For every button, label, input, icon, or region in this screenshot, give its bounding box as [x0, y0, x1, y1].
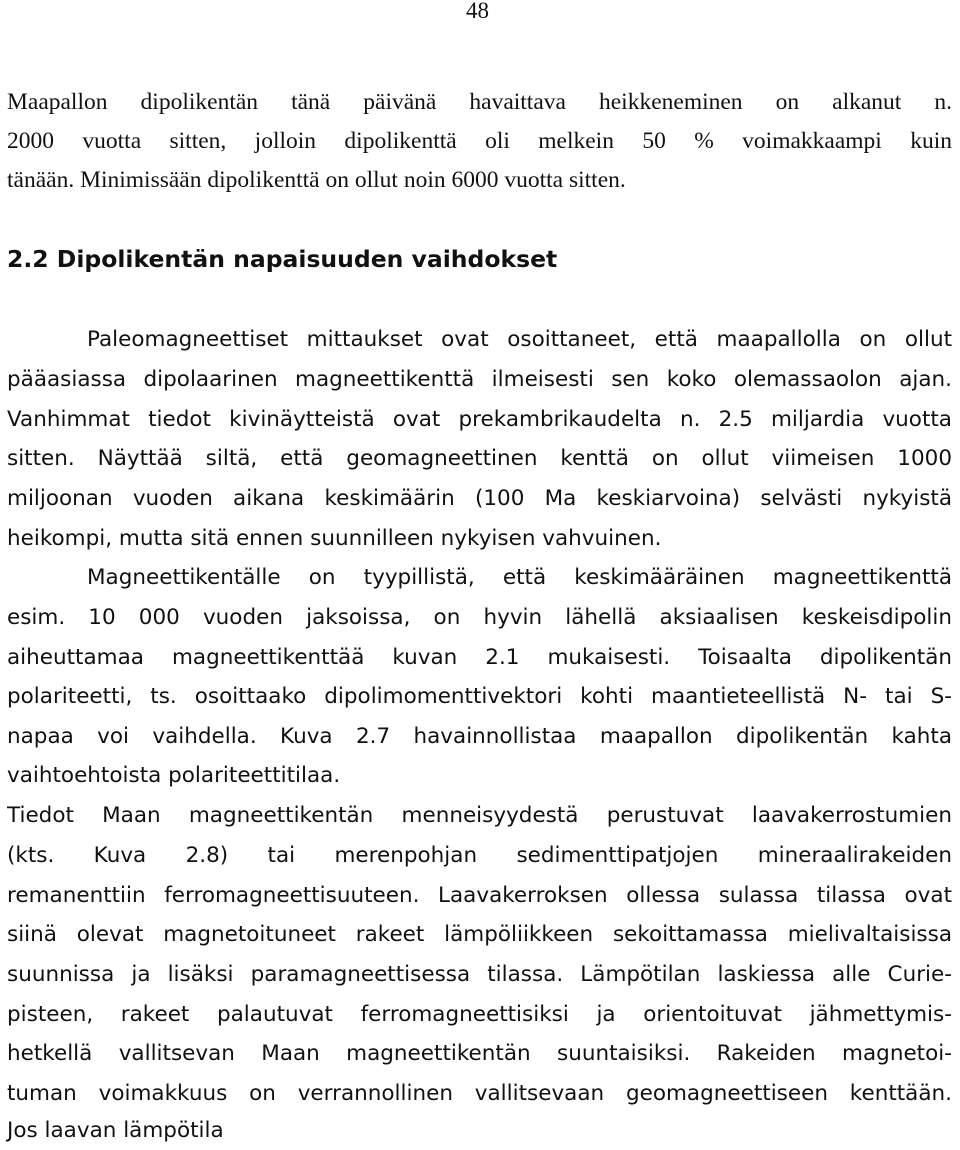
text-line: remanenttiin ferromagneettisuuteen. Laavakerroksen ollessa sulassa tilassa ovat — [7, 883, 952, 908]
text-line: Maapallon dipolikentän tänä päivänä havaittava heikkeneminen on alkanut n. — [7, 89, 952, 115]
text-line: Magneettikentälle on tyypillistä, että keskimääräinen magneettikenttä — [87, 565, 952, 590]
text-line: vaihtoehtoista polariteettitilaa. — [7, 763, 341, 788]
text-line: pisteen, rakeet palautuvat ferromagneettisiksi ja orientoituvat jähmettymis- — [7, 1002, 952, 1027]
text-line: esim. 10 000 vuoden jaksoissa, on hyvin lähellä aksiaalisen keskeisdipolin — [7, 605, 952, 630]
text-line: sitten. Näyttää siltä, että geomagneettinen kenttä on ollut viimeisen 1000 — [7, 446, 952, 471]
text-line: Paleomagneettiset mittaukset ovat osoittaneet, että maapallolla on ollut — [87, 327, 952, 352]
text-line: Tiedot Maan magneettikentän menneisyydestä perustuvat laavakerrostumien — [7, 803, 952, 828]
text-line: heikompi, mutta sitä ennen suunnilleen nykyisen vahvuinen. — [7, 526, 662, 551]
section-heading: 2.2 Dipolikentän napaisuuden vaihdokset — [7, 245, 558, 273]
text-line: (kts. Kuva 2.8) tai merenpohjan sedimenttipatjojen mineraalirakeiden — [7, 843, 952, 868]
text-line: 2000 vuotta sitten, jolloin dipolikenttä oli melkein 50 % voimakkaampi kuin — [7, 128, 952, 154]
text-line: miljoonan vuoden aikana keskimäärin (100 Ma keskiarvoina) selvästi nykyistä — [7, 486, 952, 511]
text-line: polariteetti, ts. osoittaako dipolimomenttivektori kohti maantieteellistä N- tai S- — [7, 684, 952, 709]
text-line: pääasiassa dipolaarinen magneettikenttä ilmeisesti sen koko olemassaolon ajan. — [7, 367, 952, 392]
text-line: siinä olevat magnetoituneet rakeet lämpöliikkeen sekoittamassa mielivaltaisissa — [7, 922, 952, 947]
text-line: hetkellä vallitsevan Maan magneettikentän suuntaisiksi. Rakeiden magnetoi- — [7, 1041, 952, 1066]
text-line: tuman voimakkuus on verrannollinen vallitsevaan geomagneettiseen kenttään. — [7, 1081, 952, 1106]
text-line: suunnissa ja lisäksi paramagneettisessa tilassa. Lämpötilan laskiessa alle Curie- — [7, 962, 952, 987]
text-line: napaa voi vaihdella. Kuva 2.7 havainnollistaa maapallon dipolikentän kahta — [7, 724, 952, 749]
text-line: Vanhimmat tiedot kivinäytteistä ovat prekambrikaudelta n. 2.5 miljardia vuotta — [7, 407, 952, 432]
text-line: Jos laavan lämpötila — [7, 1118, 224, 1143]
page-number: 48 — [466, 0, 489, 23]
text-line: tänään. Minimissään dipolikenttä on ollut noin 6000 vuotta sitten. — [7, 167, 626, 193]
text-line: aiheuttamaa magneettikenttää kuvan 2.1 mukaisesti. Toisaalta dipolikentän — [7, 645, 952, 670]
